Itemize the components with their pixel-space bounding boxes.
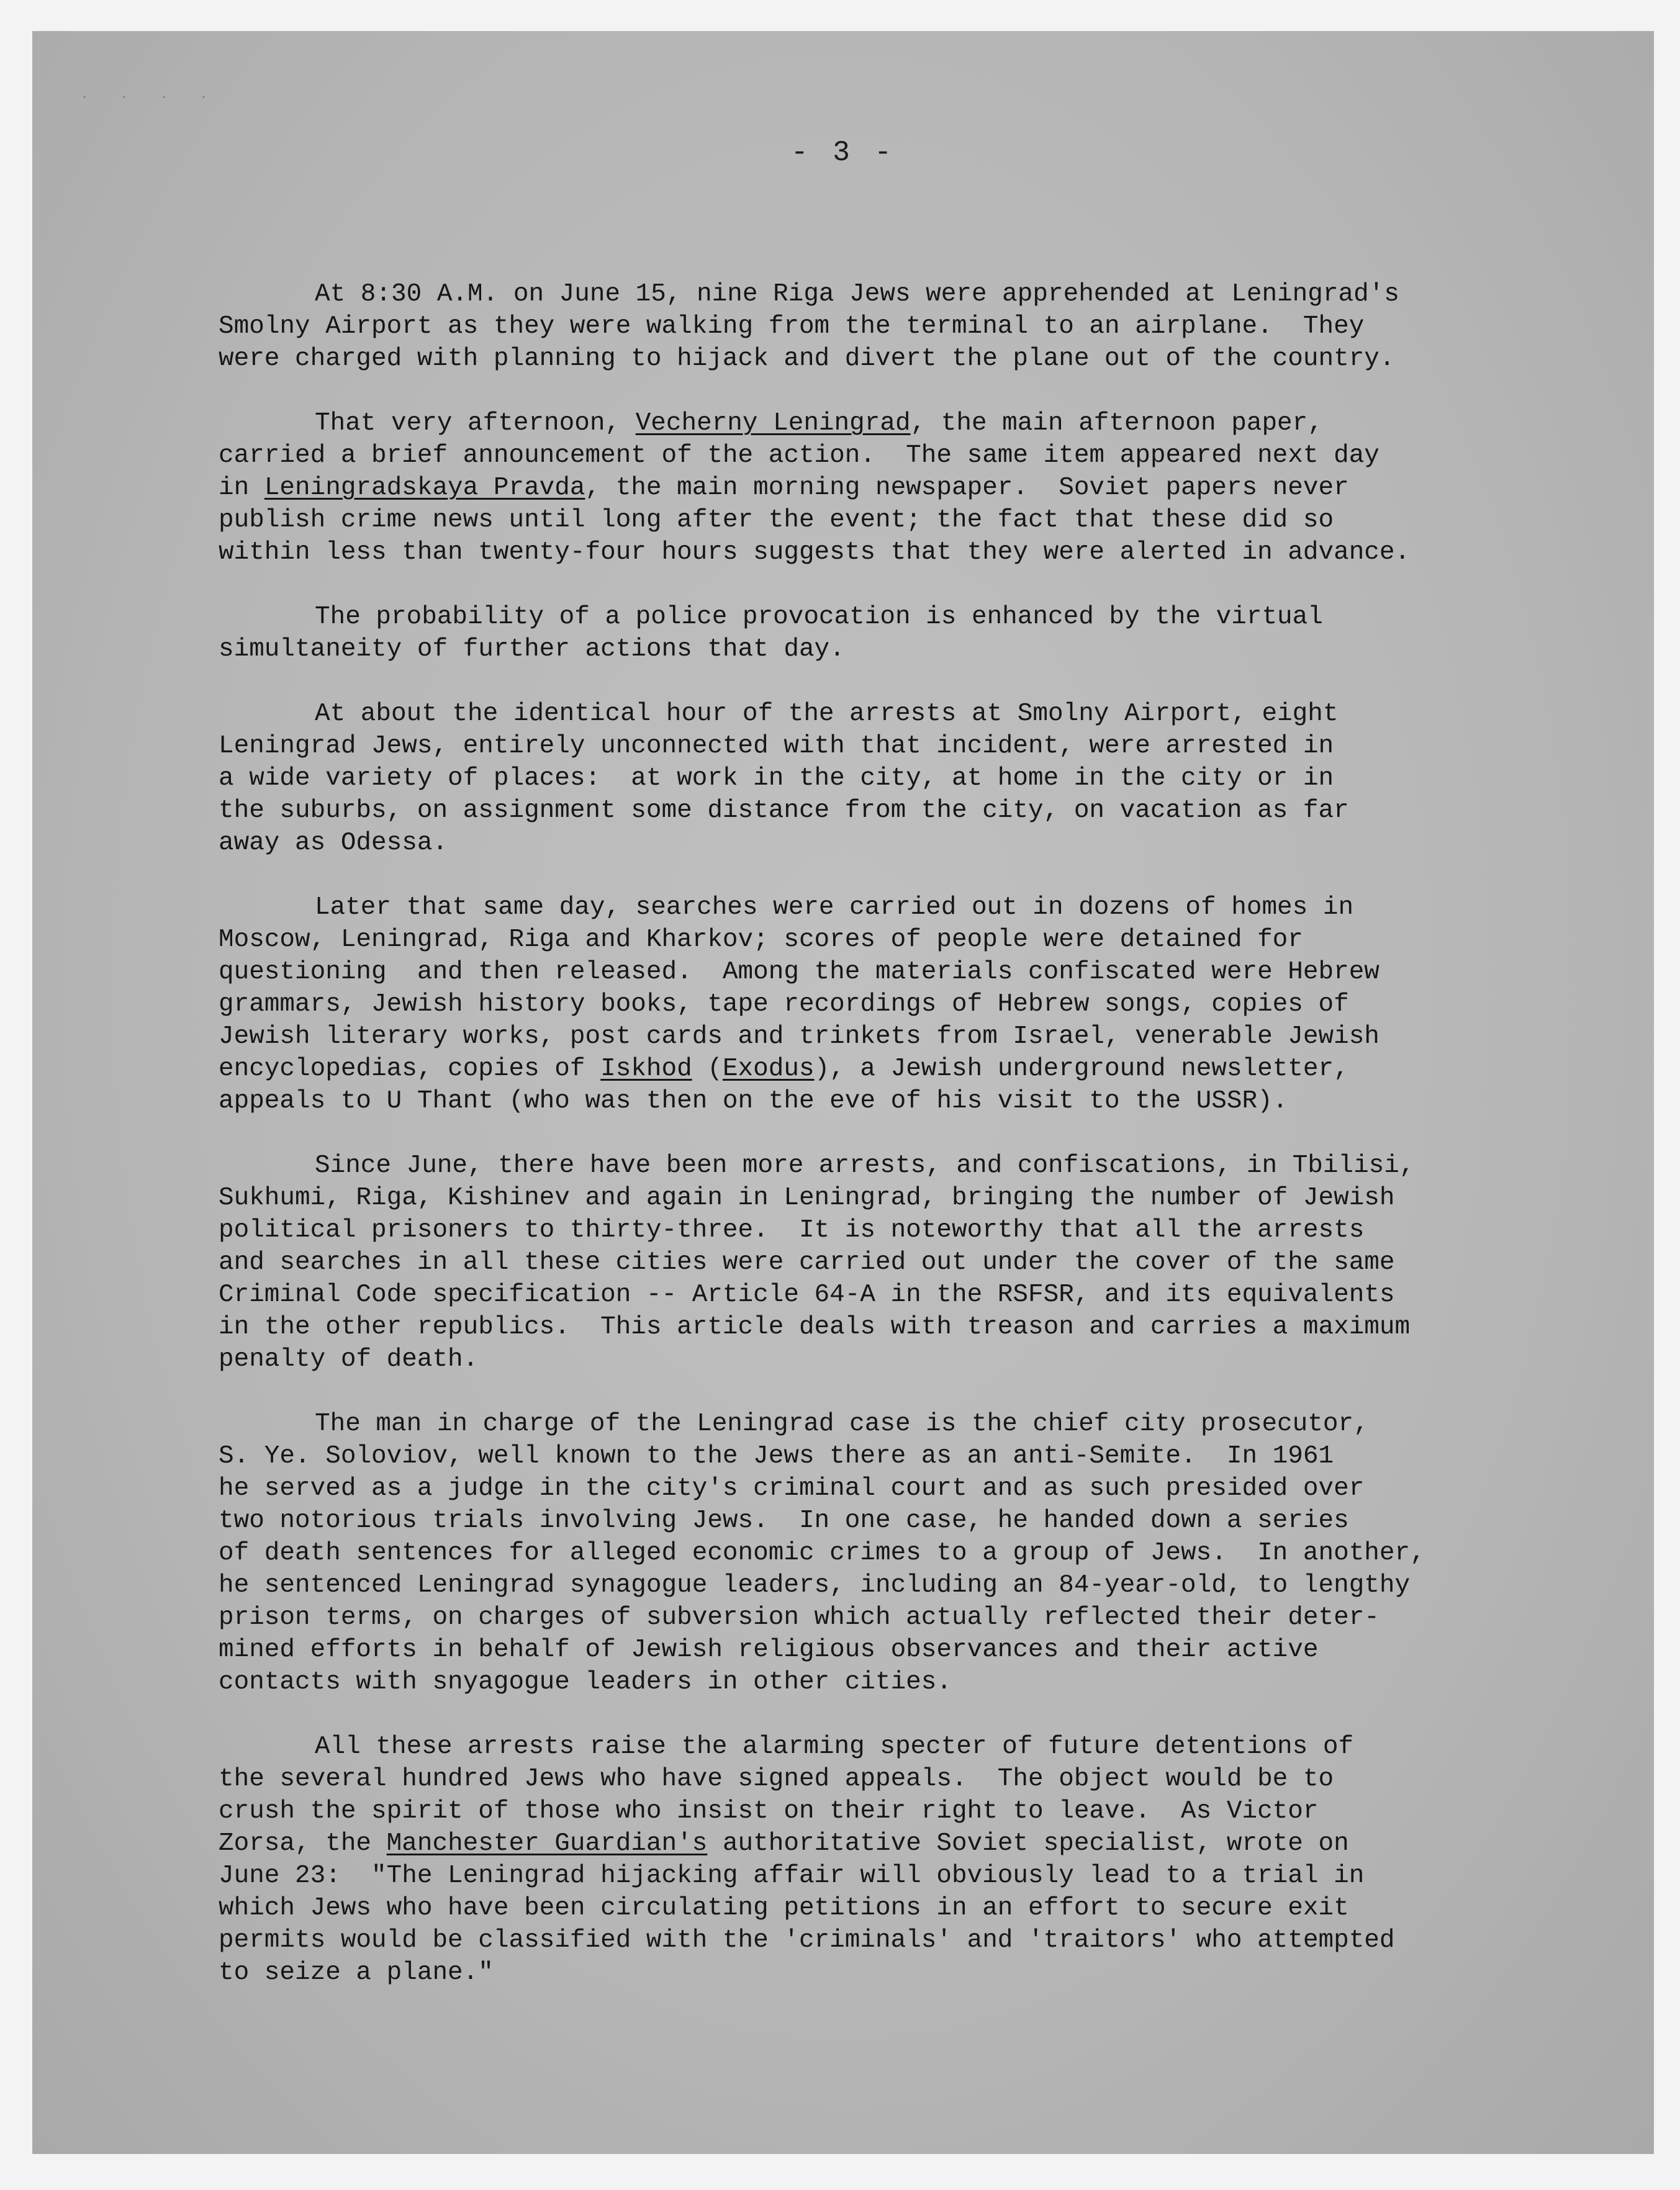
text-run: Since June, there have been more arrests, and confiscations, in Tbilisi, [315, 1151, 1415, 1180]
paragraph [219, 1731, 1535, 1989]
text-run: encyclopedias, copies of [219, 1055, 601, 1083]
text-line [219, 956, 1535, 988]
text-run: ), a Jewish underground newsletter, [814, 1055, 1349, 1083]
text-line [219, 762, 1535, 795]
text-run: contacts with snyagogue leaders in other cities. [219, 1668, 952, 1697]
paragraph [219, 1408, 1535, 1698]
text-line [219, 1763, 1535, 1795]
text-line [219, 504, 1535, 536]
paragraph [219, 407, 1535, 569]
text-line [219, 924, 1535, 956]
text-run: prison terms, on charges of subversion which actually reflected their deter- [219, 1603, 1380, 1632]
text-run: and searches in all these cities were carried out under the cover of the same [219, 1248, 1395, 1277]
text-run: At about the identical hour of the arrests at Smolny Airport, eight [315, 700, 1339, 728]
underlined-title: Vecherny Leningrad [635, 409, 911, 438]
text-run: Smolny Airport as they were walking from the terminal to an airplane. They [219, 312, 1365, 341]
text-line [219, 1924, 1535, 1957]
text-line [219, 988, 1535, 1021]
text-line [219, 795, 1535, 827]
text-line [219, 891, 1535, 924]
text-line [219, 439, 1535, 472]
text-run: ( [692, 1055, 723, 1083]
text-line [219, 310, 1535, 343]
text-line [219, 1214, 1535, 1246]
text-run: Moscow, Leningrad, Riga and Kharkov; scores of people were detained for [219, 926, 1303, 954]
text-run: Later that same day, searches were carried out in dozens of homes in [315, 893, 1354, 922]
text-run: The probability of a police provocation is enhanced by the virtual [315, 603, 1323, 631]
text-run: two notorious trials involving Jews. In one case, he handed down a series [219, 1507, 1349, 1535]
text-line [219, 536, 1535, 569]
text-run: authoritative Soviet specialist, wrote on [707, 1829, 1349, 1858]
document-page [32, 31, 1654, 2154]
text-line [219, 730, 1535, 762]
text-line [219, 698, 1535, 730]
text-run: That very afternoon, [315, 409, 636, 438]
paragraph [219, 698, 1535, 859]
text-line [219, 1602, 1535, 1634]
text-run: of death sentences for alleged economic crimes to a group of Jews. In another, [219, 1539, 1425, 1567]
text-line [219, 1408, 1535, 1440]
text-line [219, 1440, 1535, 1472]
text-run: At 8:30 A.M. on June 15, nine Riga Jews were apprehended at Leningrad's [315, 280, 1399, 309]
text-line [219, 1472, 1535, 1505]
text-run: June 23: "The Leningrad hijacking affair will obviously lead to a trial in [219, 1862, 1365, 1890]
text-line [219, 407, 1535, 439]
text-line [219, 1569, 1535, 1602]
text-run: crush the spirit of those who insist on their right to leave. As Victor [219, 1797, 1319, 1826]
text-run: appeals to U Thant (who was then on the eve of his visit to the USSR). [219, 1087, 1288, 1115]
text-run: All these arrests raise the alarming specter of future detentions of [315, 1733, 1354, 1761]
document-body [219, 278, 1535, 2021]
text-line [219, 1957, 1535, 1989]
text-line [219, 1892, 1535, 1924]
paragraph [219, 601, 1535, 665]
text-run: Sukhumi, Riga, Kishinev and again in Leningrad, bringing the number of Jewish [219, 1184, 1395, 1212]
text-line [219, 1085, 1535, 1117]
text-run: were charged with planning to hijack and divert the plane out of the country. [219, 345, 1395, 373]
underlined-title: Leningradskaya Pravda [264, 474, 585, 502]
text-line [219, 1666, 1535, 1698]
text-run: Criminal Code specification -- Article 64-A in the RSFSR, and its equivalents [219, 1281, 1395, 1309]
text-line [219, 601, 1535, 633]
text-run: , the main afternoon paper, [910, 409, 1323, 438]
text-run: The man in charge of the Leningrad case is the chief city prosecutor, [315, 1410, 1369, 1438]
page-number: - 3 - [790, 137, 896, 169]
text-run: penalty of death. [219, 1345, 479, 1374]
text-line [219, 1311, 1535, 1343]
text-run: the suburbs, on assignment some distance from the city, on vacation as far [219, 796, 1349, 825]
text-line [219, 1246, 1535, 1279]
text-line [219, 1150, 1535, 1182]
text-line [219, 1537, 1535, 1569]
text-run: grammars, Jewish history books, tape recordings of Hebrew songs, copies of [219, 990, 1349, 1019]
text-run: in [219, 474, 264, 502]
text-run: within less than twenty-four hours suggests that they were alerted in advance. [219, 538, 1411, 567]
text-run: S. Ye. Soloviov, well known to the Jews there as an anti-Semite. In 1961 [219, 1442, 1334, 1471]
corner-marks: . . . . [81, 88, 220, 102]
text-run: to seize a plane." [219, 1958, 494, 1987]
text-line [219, 1731, 1535, 1763]
text-run: questioning and then released. Among the materials confiscated were Hebrew [219, 958, 1380, 986]
text-line [219, 343, 1535, 375]
underlined-title: Manchester Guardian's [386, 1829, 708, 1858]
text-run: which Jews who have been circulating petitions in an effort to secure exit [219, 1894, 1349, 1922]
text-run: simultaneity of further actions that day. [219, 635, 845, 664]
text-run: Zorsa, the [219, 1829, 387, 1858]
text-run: in the other republics. This article deals with treason and carries a maximum [219, 1313, 1411, 1341]
text-run: carried a brief announcement of the action. The same item appeared next day [219, 441, 1380, 470]
paragraph [219, 891, 1535, 1117]
text-run: away as Odessa. [219, 829, 448, 857]
text-line [219, 1795, 1535, 1827]
text-line [219, 1860, 1535, 1892]
underlined-title: Iskhod [600, 1055, 692, 1083]
paragraph [219, 278, 1535, 375]
text-run: mined efforts in behalf of Jewish religious observances and their active [219, 1636, 1319, 1664]
text-run: political prisoners to thirty-three. It is noteworthy that all the arrests [219, 1216, 1365, 1245]
text-run: a wide variety of places: at work in the city, at home in the city or in [219, 764, 1334, 793]
text-line [219, 633, 1535, 665]
text-line [219, 1505, 1535, 1537]
text-line [219, 1021, 1535, 1053]
text-line [219, 827, 1535, 859]
text-line [219, 1343, 1535, 1376]
text-run: Leningrad Jews, entirely unconnected with that incident, were arrested in [219, 732, 1334, 760]
text-line [219, 1053, 1535, 1085]
text-run: Jewish literary works, post cards and trinkets from Israel, venerable Jewish [219, 1022, 1380, 1051]
text-line [219, 1279, 1535, 1311]
text-line [219, 1634, 1535, 1666]
text-run: , the main morning newspaper. Soviet papers never [585, 474, 1349, 502]
text-run: permits would be classified with the 'criminals' and 'traitors' who attempted [219, 1926, 1395, 1955]
text-line [219, 1827, 1535, 1860]
paragraph [219, 1150, 1535, 1376]
text-line [219, 472, 1535, 504]
text-run: he served as a judge in the city's criminal court and as such presided over [219, 1474, 1365, 1503]
text-line [219, 278, 1535, 310]
text-line [219, 1182, 1535, 1214]
text-run: the several hundred Jews who have signed appeals. The object would be to [219, 1765, 1334, 1793]
text-run: publish crime news until long after the event; the fact that these did so [219, 506, 1334, 534]
text-run: he sentenced Leningrad synagogue leaders, including an 84-year-old, to lengthy [219, 1571, 1411, 1600]
underlined-title: Exodus [722, 1055, 815, 1083]
